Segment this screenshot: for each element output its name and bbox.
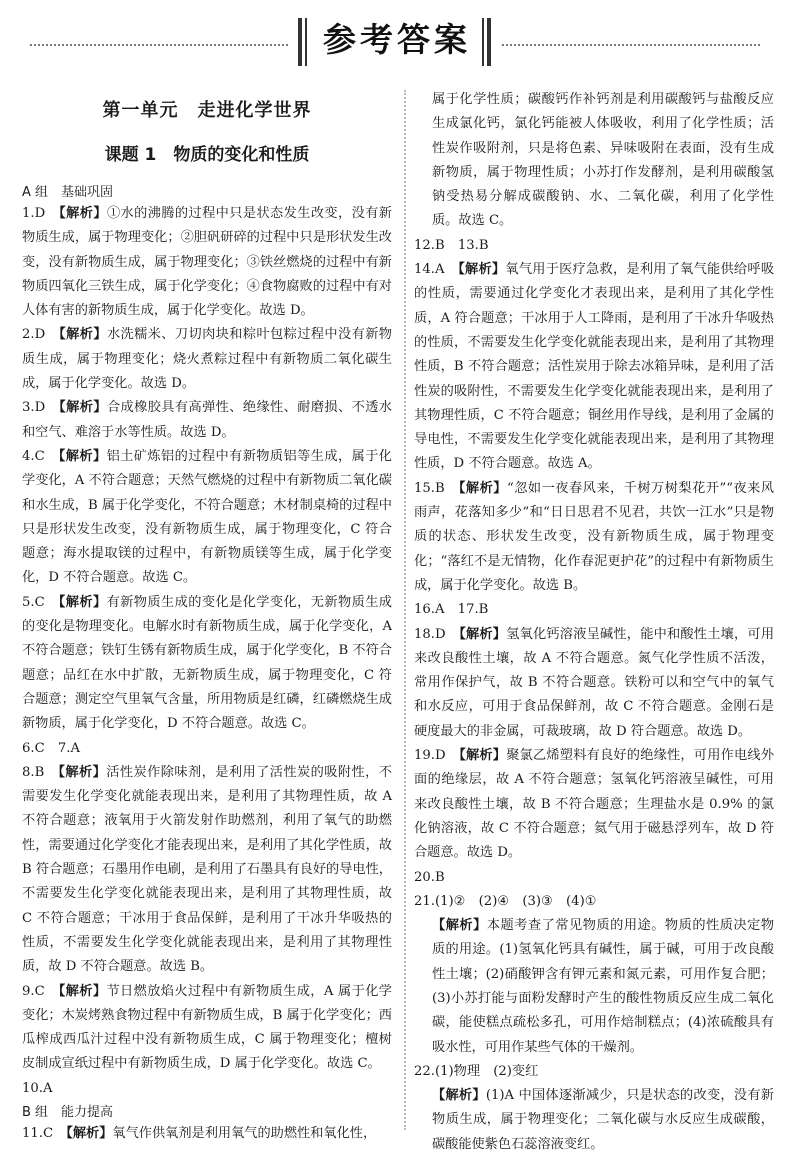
answer-item <box>22 396 392 445</box>
analysis-tag: 【解析】 <box>458 480 507 496</box>
header-bar-ornament-left <box>298 18 310 66</box>
answer-number: 21.(1)② (2)④ (3)③ (4)① <box>414 893 597 909</box>
answer-text: 有新物质生成的变化是化学变化，无新物质生成的变化是物理变化。电解水时有新物质生成，属于化学变化，A 不符合题意；铁钉生锈有新物质生成，属于化学变化，B 不符合题意；品红在水中扩散，无新物质生成，属于物理变化，C 符合题意；测定空气里氧气含量，所用物质是红磷，红磷燃烧生成新物质，属于化学变化，D 不符合题意。故选 C。 <box>22 594 392 732</box>
answer-item <box>414 258 774 477</box>
answer-number: 12.B 13.B <box>414 237 489 253</box>
answer-number: 6.C 7.A <box>22 740 80 756</box>
analysis-tag: 【解析】 <box>58 764 107 780</box>
analysis-tag: 【解析】 <box>58 594 107 610</box>
answer-item <box>22 761 392 980</box>
analysis-tag: 【解析】 <box>432 1088 486 1104</box>
analysis-tag: 【解析】 <box>58 983 107 999</box>
answer-number: 20.B <box>414 869 445 885</box>
answer-text: 氧气用于医疗急救，是利用了氧气能供给呼吸的性质，需要通过化学变化才表现出来，是利用了其化学性质，A 符合题意；干冰用于人工降雨，是利用了干冰升华吸热的性质，不需要发生化学变化就能表现出来，是利用了其物理性质，B 不符合题意；活性炭用于除去冰箱异味，是利用了活性炭的吸附性，不需要发生化学变化就能表现出来，是利用了其物理性质，C 不符合题意；铜丝用作导线，是利用了金属的导电性，不需要发生化学变化就能表现出来，是利用了其物理性质，D 不符合题意。故选 A。 <box>414 262 775 472</box>
answer-item <box>22 445 392 591</box>
answer-item <box>414 744 774 865</box>
answer-text: 属于化学性质；碳酸钙作补钙剂是利用碳酸钙与盐酸反应生成氯化钙，氯化钙能被人体吸收，利用了化学性质；活性炭作吸附剂，只是将色素、异味吸附在表面，没有生成新物质，属于物理性质；小苏打作发酵剂，是利用碳酸氢钠受热易分解成碳酸钠、水、二氧化碳，利用了化学性质。故选 C。 <box>432 92 774 229</box>
answer-text: “忽如一夜春风来，千树万树梨花开”“夜来风雨声，花落知多少”和“日日思君不见君，共饮一江水”只是物质的状态、形状发生改变，没有新物质生成，属于物理变化；“落红不是无情物，化作春泥更护花”的过程中有新物质生成，属于化学变化。故选 B。 <box>414 480 774 593</box>
header-dotted-line-left <box>30 44 288 46</box>
answer-item <box>414 890 774 914</box>
right-column <box>414 88 774 1157</box>
answer-text: 合成橡胶具有高弹性、绝缘性、耐磨损、不透水和空气、难溶于水等性质。故选 D。 <box>22 400 392 440</box>
answer-number: 14.A <box>414 262 459 278</box>
answer-number: 4.C <box>22 448 59 464</box>
column-divider <box>404 90 406 1130</box>
header-bar-ornament-right <box>482 18 494 66</box>
answer-item <box>22 980 392 1077</box>
answer-item <box>414 914 774 1060</box>
analysis-tag: 【解析】 <box>66 1125 113 1141</box>
answer-item <box>414 1060 774 1084</box>
answer-item <box>414 1084 774 1157</box>
answer-text: 氧气作供氧剂是利用氧气的助燃性和氧化性， <box>112 1125 377 1141</box>
answer-text: 氢氧化钙溶液呈碱性，能中和酸性土壤，可用来改良酸性土壤，故 A 不符合题意。氮气化学性质不活泼，常用作保护气，故 B 不符合题意。铁粉可以和空气中的氧气和水反应，可用于食品保鲜剂，故 C 不符合题意。金刚石是硬度最大的非金属，可裁玻璃，故 D 符合题意。故选 D。 <box>414 626 775 739</box>
answer-text: 铝土矿炼铝的过程中有新物质铝等生成，属于化学变化，A 不符合题意；天然气燃烧的过程中有新物质二氧化碳和水生成，B 属于化学变化，不符合题意；木材制桌椅的过程中只是形状发生改变，没有新物质生成，属于物理变化，C 符合题意；海水提取镁的过程中，有新物质镁等生成，属于化学变化，D 不符合题意。故选 C。 <box>22 448 392 586</box>
analysis-tag: 【解析】 <box>432 918 487 934</box>
answer-item <box>22 591 392 737</box>
answer-item <box>22 1077 392 1101</box>
analysis-tag: 【解析】 <box>59 400 107 416</box>
answer-text: (1)A 中国体逐渐减少，只是状态的改变，没有新物质生成，属于物理变化；二氧化碳与水反应生成碳酸，碳酸能使紫色石蕊溶液变红。 <box>432 1088 774 1152</box>
section-heading: B 组 能力提高 <box>22 1104 114 1120</box>
analysis-tag: 【解析】 <box>59 327 107 343</box>
answer-item <box>414 598 774 622</box>
answer-item <box>414 866 774 890</box>
answer-number: 11.C <box>22 1125 67 1141</box>
answer-number: 2.D <box>22 327 60 343</box>
header-dotted-line-right <box>502 44 760 46</box>
analysis-tag: 【解析】 <box>459 748 507 764</box>
answer-text: 活性炭作除味剂，是利用了活性炭的吸附性，不需要发生化学变化就能表现出来，是利用了其物理性质，故 A 不符合题意；液氧用于火箭发射作助燃剂，利用了氧气的助燃性，需要通过化学变化才能表现出来，是利用了其化学性质，故 B 符合题意；石墨用作电刷，是利用了石墨具有良好的导电性，不需要发生化学变化就能表现出来，是利用了其物理性质，故 C 不符合题意；干冰用于食品保鲜，是利用了干冰升华吸热的性质，不需要发生化学变化就能表现出来，是利用了其物理性质，故 D 不符合题意。故选 B。 <box>22 764 392 975</box>
answer-text: ①水的沸腾的过程中只是状态发生改变，没有新物质生成，属于物理变化；②胆矾研碎的过程中只是形状发生改变，没有新物质生成，属于物理变化；③铁丝燃烧的过程中有新物质四氧化三铁生成，属于化学变化；④食物腐败的过程中有对人体有害的新物质生成，属于化学变化。故选 D。 <box>22 206 392 319</box>
unit-title: 第一单元 走进化学世界 <box>102 100 312 121</box>
answer-text: 节日燃放焰火过程中有新物质生成，A 属于化学变化；木炭烤熟食物过程中有新物质生成，B 属于化学变化；西瓜榨成西瓜汁过程中没有新物质生成，C 属于物理变化；檀树皮制成宣纸过程中有新物质生成，D 属于化学变化。故选 C。 <box>22 983 392 1072</box>
answer-text: 水洗糯米、刀切肉块和粽叶包粽过程中没有新物质生成，属于物理变化；烧火煮粽过程中有新物质二氧化碳生成，属于化学变化。故选 D。 <box>22 327 392 392</box>
answer-number: 8.B <box>22 764 59 780</box>
answer-item <box>414 88 774 234</box>
answer-text: 聚氯乙烯塑料有良好的绝缘性，可用作电线外面的绝缘层，故 A 不符合题意；氢氧化钙溶液呈碱性，可用来改良酸性土壤，故 B 不符合题意；生理盐水是 0.9% 的氯化钠溶液，故 C 不符合题意；氦气用于磁悬浮列车，故 D 符合题意。故选 D。 <box>414 748 775 861</box>
answer-number: 10.A <box>22 1080 53 1096</box>
answer-number: 19.D <box>414 748 460 764</box>
answer-item <box>414 623 774 744</box>
analysis-tag: 【解析】 <box>459 626 507 642</box>
lesson-title: 课题 1 物质的变化和性质 <box>104 145 310 165</box>
answer-number: 22.(1)物理 (2)变红 <box>414 1063 539 1079</box>
page-title: 参考答案 <box>323 20 471 59</box>
answer-item <box>414 477 774 598</box>
analysis-tag: 【解析】 <box>59 206 107 221</box>
answer-number: 5.C <box>22 594 59 610</box>
left-column <box>22 96 392 1146</box>
answer-number: 3.D <box>22 400 60 416</box>
analysis-tag: 【解析】 <box>458 262 506 278</box>
section-heading: A 组 基础巩固 <box>22 185 114 200</box>
answer-item <box>22 323 392 396</box>
answer-item <box>22 1122 392 1146</box>
answer-number: 18.D <box>414 626 460 642</box>
answer-number: 15.B <box>414 480 459 496</box>
page-header <box>0 0 790 80</box>
answer-item <box>22 737 392 761</box>
right-answer-list <box>414 88 774 1157</box>
analysis-tag: 【解析】 <box>58 448 107 464</box>
answer-number: 16.A 17.B <box>414 602 489 618</box>
answer-number: 9.C <box>22 983 59 999</box>
answer-number: 1.D <box>22 206 60 221</box>
answer-text: 本题考查了常见物质的用途。物质的性质决定物质的用途。(1)氢氧化钙具有碱性，属于碱，可用于改良酸性土壤；(2)硝酸钾含有钾元素和氮元素，可用作复合肥；(3)小苏打能与面粉发酵时产生的酸性物质反应生成二氧化碳，能使糕点疏松多孔，可用作焙制糕点；(4)浓硫酸具有吸水性，可用作某些气体的干燥剂。 <box>432 918 775 1055</box>
answer-item <box>22 202 392 323</box>
answer-item <box>414 234 774 258</box>
left-answer-list <box>22 181 392 1146</box>
